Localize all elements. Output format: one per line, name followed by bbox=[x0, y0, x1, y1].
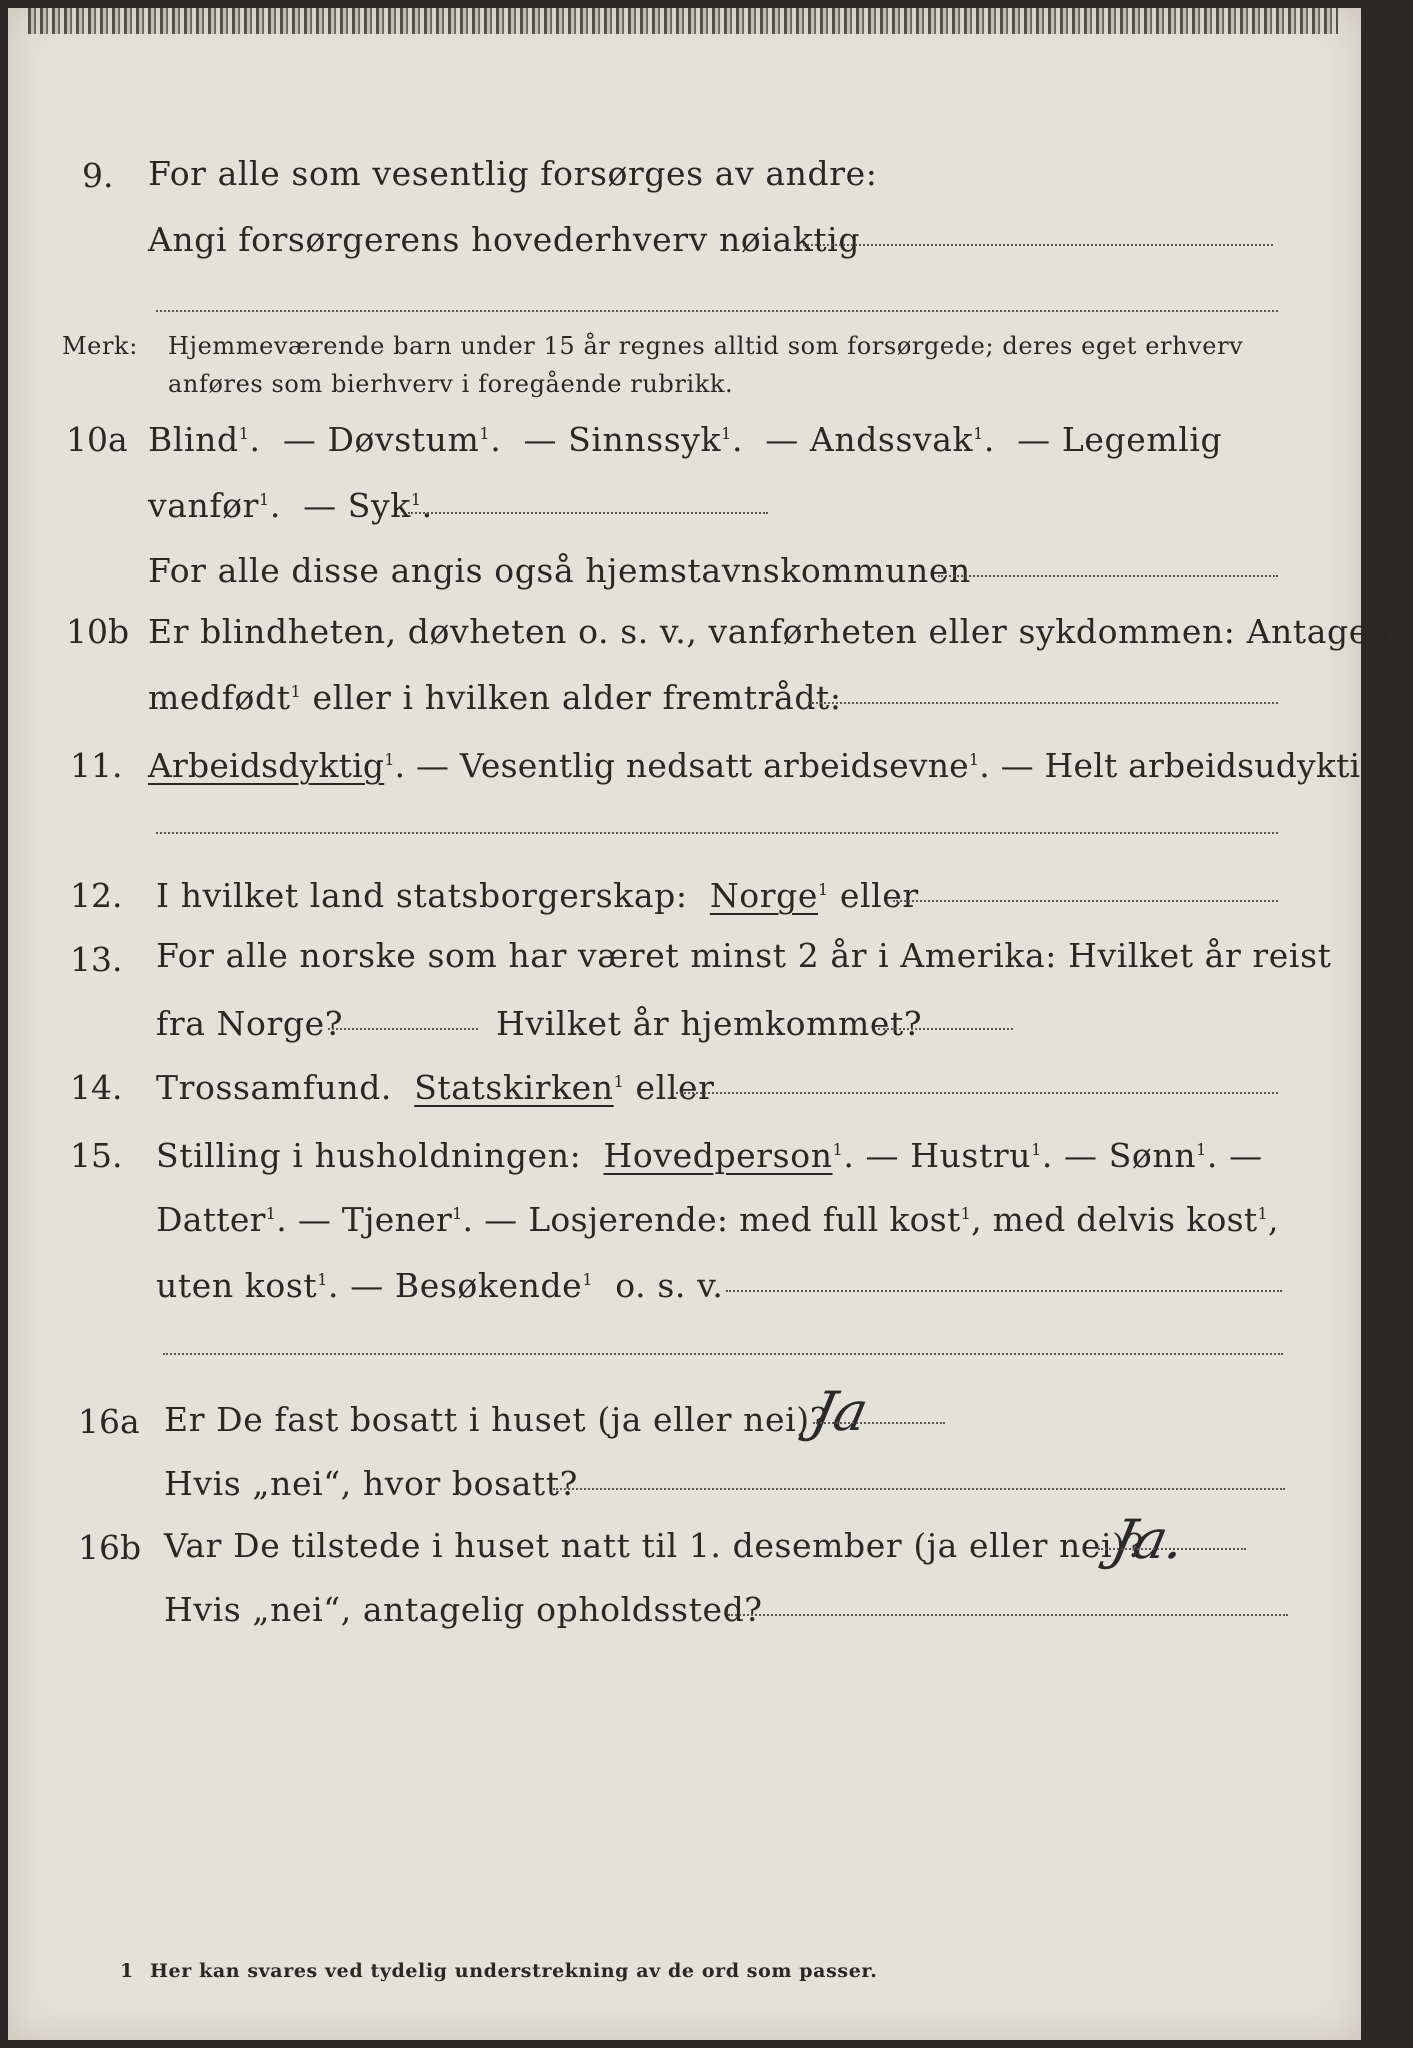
q10b-medfodt: medfødt bbox=[148, 678, 291, 717]
q15-answer-line bbox=[726, 1290, 1282, 1292]
q16b-opholdssted-line bbox=[728, 1614, 1288, 1616]
q10a-number: 10a bbox=[66, 420, 128, 459]
q10a-line3: For alle disse angis også hjemstavnskommunen bbox=[148, 551, 971, 590]
q13-fra: fra Norge? bbox=[156, 1004, 344, 1043]
census-form-page bbox=[8, 8, 1413, 2040]
q16b-line2: Hvis „nei“, antagelig opholdssted? bbox=[164, 1590, 763, 1629]
q10a-line1: Blind$^1$. — Døvstum$^1$. — Sinnssyk$^1$. — Andssvak$^1$. — Legemlig bbox=[148, 420, 1223, 459]
q10a-legemlig: — Legemlig bbox=[1017, 420, 1223, 459]
q15-number: 15. bbox=[70, 1136, 123, 1175]
merk-label: Merk: bbox=[62, 332, 138, 360]
q15-line3: uten kost$^1$. — Besøkende$^1$ o. s. v. bbox=[156, 1266, 724, 1305]
q16a-answer-line bbox=[813, 1422, 945, 1424]
q10a-sinnssyk: — Sinnssyk bbox=[523, 420, 722, 459]
q13-hjem: Hvilket år hjemkommet? bbox=[496, 1004, 923, 1043]
footnote-mark: 1 bbox=[120, 1960, 134, 1982]
merk-line2: anføres som bierhverv i foregående rubrikk. bbox=[168, 370, 734, 398]
q13-hjem-line bbox=[878, 1028, 1013, 1030]
q11-line: Arbeidsdyktig$^1$. — Vesentlig nedsatt arbeidsevne$^1$. — Helt arbeidsudyktig$^1$. bbox=[148, 746, 1403, 785]
q14-answer-line bbox=[676, 1092, 1278, 1094]
page-edge-strip bbox=[28, 8, 1338, 34]
q16b-line1: Var De tilstede i huset natt til 1. desember (ja eller nei)? bbox=[164, 1526, 1144, 1565]
q15-line2: Datter$^1$. — Tjener$^1$. — Losjerende: med full kost$^1$, med delvis kost$^1$, bbox=[156, 1200, 1279, 1239]
q10a-syk-line bbox=[408, 512, 768, 514]
q9-answer-line bbox=[803, 244, 1273, 246]
q10b-alder: eller i hvilken alder fremtrådt: bbox=[312, 678, 842, 717]
q16a-number: 16a bbox=[78, 1402, 140, 1441]
q12-number: 12. bbox=[70, 876, 123, 915]
q12-norge: Norge bbox=[709, 876, 818, 915]
q10b-answer-line bbox=[808, 702, 1278, 704]
q16b-number: 16b bbox=[78, 1528, 142, 1567]
q10a-dovstum: — Døvstum bbox=[282, 420, 480, 459]
q16a-line2: Hvis „nei“, hvor bosatt? bbox=[164, 1464, 578, 1503]
footnote-text: Her kan svares ved tydelig understrekning av de ord som passer. bbox=[150, 1960, 878, 1982]
q10a-syk: — Syk bbox=[303, 486, 411, 525]
q13-reist-line bbox=[328, 1028, 478, 1030]
q14-line: Trossamfund. Statskirken$^1$ eller bbox=[156, 1068, 715, 1107]
q9-number: 9. bbox=[82, 156, 114, 195]
q11-arbeidsdyktig: Arbeidsdyktig bbox=[148, 746, 385, 785]
q15-hovedperson: Hovedperson bbox=[603, 1136, 833, 1175]
q14-statskirken: Statskirken bbox=[414, 1068, 614, 1107]
merk-line1: Hjemmeværende barn under 15 år regnes alltid som forsørgede; deres eget erhverv bbox=[168, 332, 1244, 360]
q16b-handwritten-answer: Ja. bbox=[1106, 1508, 1191, 1571]
q10a-blind: Blind bbox=[148, 420, 239, 459]
q10a-andssvak: — Andssvak bbox=[765, 420, 974, 459]
q9-answer-line2 bbox=[156, 310, 1278, 312]
q10a-vanfor: vanfør bbox=[148, 486, 260, 525]
q12-line: I hvilket land statsborgerskap: Norge$^1$ eller bbox=[156, 876, 919, 915]
q10b-number: 10b bbox=[66, 612, 130, 651]
q10a-line2: vanfør$^1$. — Syk$^1$. bbox=[148, 486, 433, 525]
q10b-line2: medfødt$^1$ eller i hvilken alder fremtrådt: bbox=[148, 678, 842, 717]
q11-number: 11. bbox=[70, 746, 123, 785]
q15-answer-line2 bbox=[163, 1353, 1283, 1355]
q12-answer-line bbox=[893, 900, 1278, 902]
q13-line1: For alle norske som har været minst 2 år i Amerika: Hvilket år reist bbox=[156, 936, 1332, 975]
q9-line1: For alle som vesentlig forsørges av andre: bbox=[148, 154, 878, 193]
q9-line2: Angi forsørgerens hovederhverv nøiaktig bbox=[148, 220, 861, 259]
q15-line1: Stilling i husholdningen: Hovedperson$^1$. — Hustru$^1$. — Sønn$^1$. — bbox=[156, 1136, 1263, 1175]
q10a-kommune-line bbox=[938, 575, 1278, 577]
q14-number: 14. bbox=[70, 1068, 123, 1107]
q16a-line1: Er De fast bosatt i huset (ja eller nei)? bbox=[164, 1400, 828, 1439]
q16b-answer-line bbox=[1098, 1548, 1246, 1550]
q16a-bosatt-line bbox=[553, 1488, 1285, 1490]
q11-answer-line bbox=[156, 832, 1278, 834]
q16a-handwritten-answer: Ja bbox=[806, 1380, 874, 1443]
q13-number: 13. bbox=[70, 940, 123, 979]
q10b-line1: Er blindheten, døvheten o. s. v., vanførheten eller sykdommen: Antagelig bbox=[148, 612, 1413, 651]
